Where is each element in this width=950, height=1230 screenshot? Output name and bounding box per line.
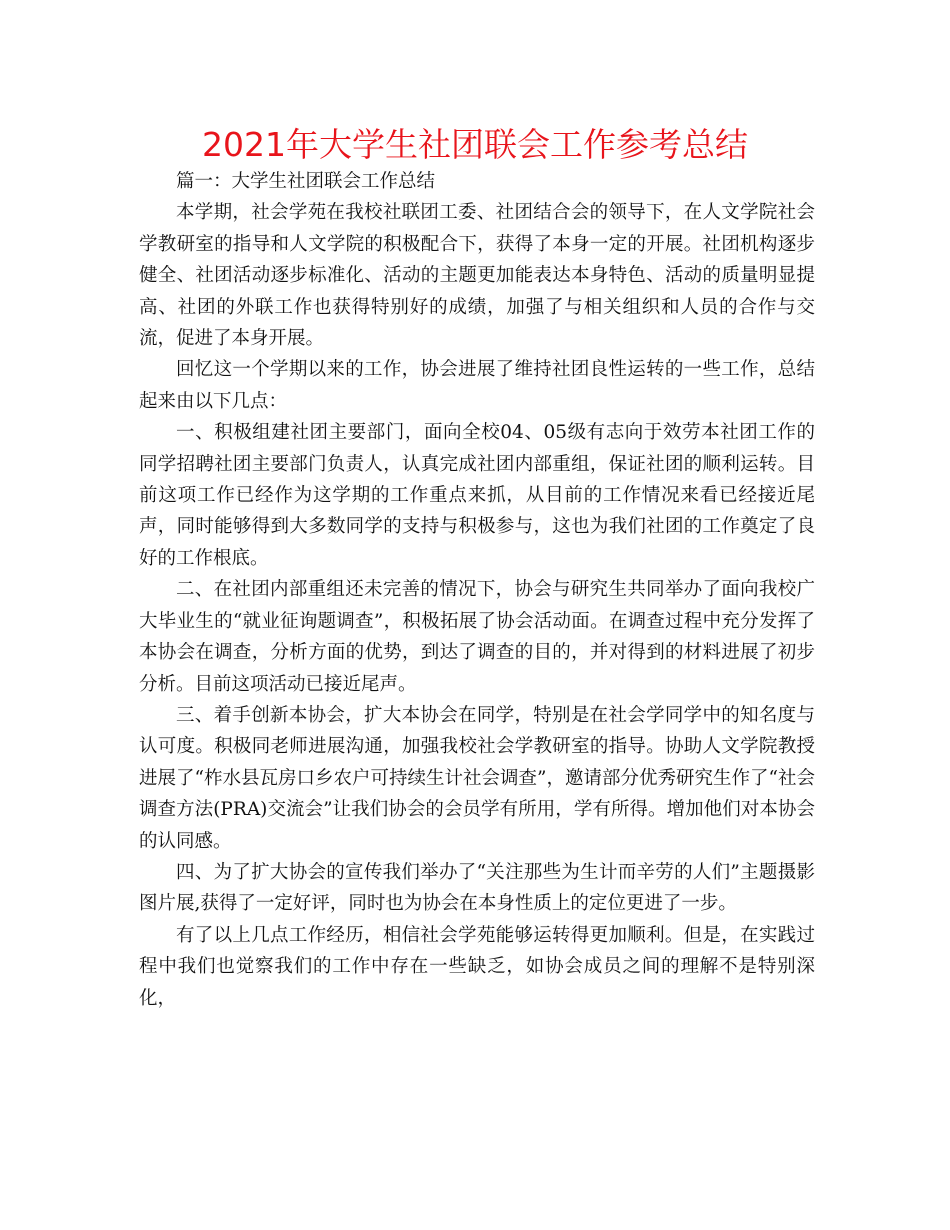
paragraph: 二、在社团内部重组还未完善的情况下，协会与研究生共同举办了面向我校广大毕业生的“就业征询题调查”，积极拓展了协会活动面。在调查过程中充分发挥了本协会在调查，分析方面的优势，到达了调查的目的，并对得到的材料进展了初步分析。目前这项活动已接近尾声。: [139, 579, 815, 695]
paragraph: 四、为了扩大协会的宣传我们举办了“关注那些为生计而辛劳的人们”主题摄影图片展,获得了一定好评，同时也为协会在本身性质上的定位更进了一步。: [139, 861, 815, 915]
document-title: 2021年大学生社团联会工作参考总结: [202, 125, 748, 164]
section-heading: 篇一：大学生社团联会工作总结: [176, 171, 436, 192]
paragraph: 三、着手创新本协会，扩大本协会在同学，特别是在社会学同学中的知名度与认可度。积极同老师进展沟通，加强我校社会学教研室的指导。协助人文学院教授进展了“柞水县瓦房口乡农户可持续生计社会调查”，邀请部分优秀研究生作了“社会调查方法(PRA)交流会”让我们协会的会员学有所用，学有所得。增加他们对本协会的认同感。: [139, 704, 815, 852]
document-body: [139, 166, 815, 1014]
paragraph: 回忆这一个学期以来的工作，协会进展了维持社团良性运转的一些工作，总结起来由以下几点：: [139, 359, 815, 412]
paragraph: 有了以上几点工作经历，相信社会学苑能够运转得更加顺利。但是，在实践过程中我们也觉察我们的工作中存在一些缺乏，如协会成员之间的理解不是特别深化，: [139, 924, 815, 1009]
paragraph: 本学期，社会学苑在我校社联团工委、社团结合会的领导下，在人文学院社会学教研室的指导和人文学院的积极配合下，获得了本身一定的开展。社团机构逐步健全、社团活动逐步标准化、活动的主题更加能表达本身特色、活动的质量明显提高、社团的外联工作也获得特别好的成绩，加强了与相关组织和人员的合作与交流，促进了本身开展。: [139, 202, 815, 350]
paragraph: 一、积极组建社团主要部门，面向全校04、05级有志向于效劳本社团工作的同学招聘社团主要部门负责人，认真完成社团内部重组，保证社团的顺利运转。目前这项工作已经作为这学期的工作重点来抓，从目前的工作情况来看已经接近尾声，同时能够得到大多数同学的支持与积极参与，这也为我们社团的工作奠定了良好的工作根底。: [139, 422, 815, 569]
